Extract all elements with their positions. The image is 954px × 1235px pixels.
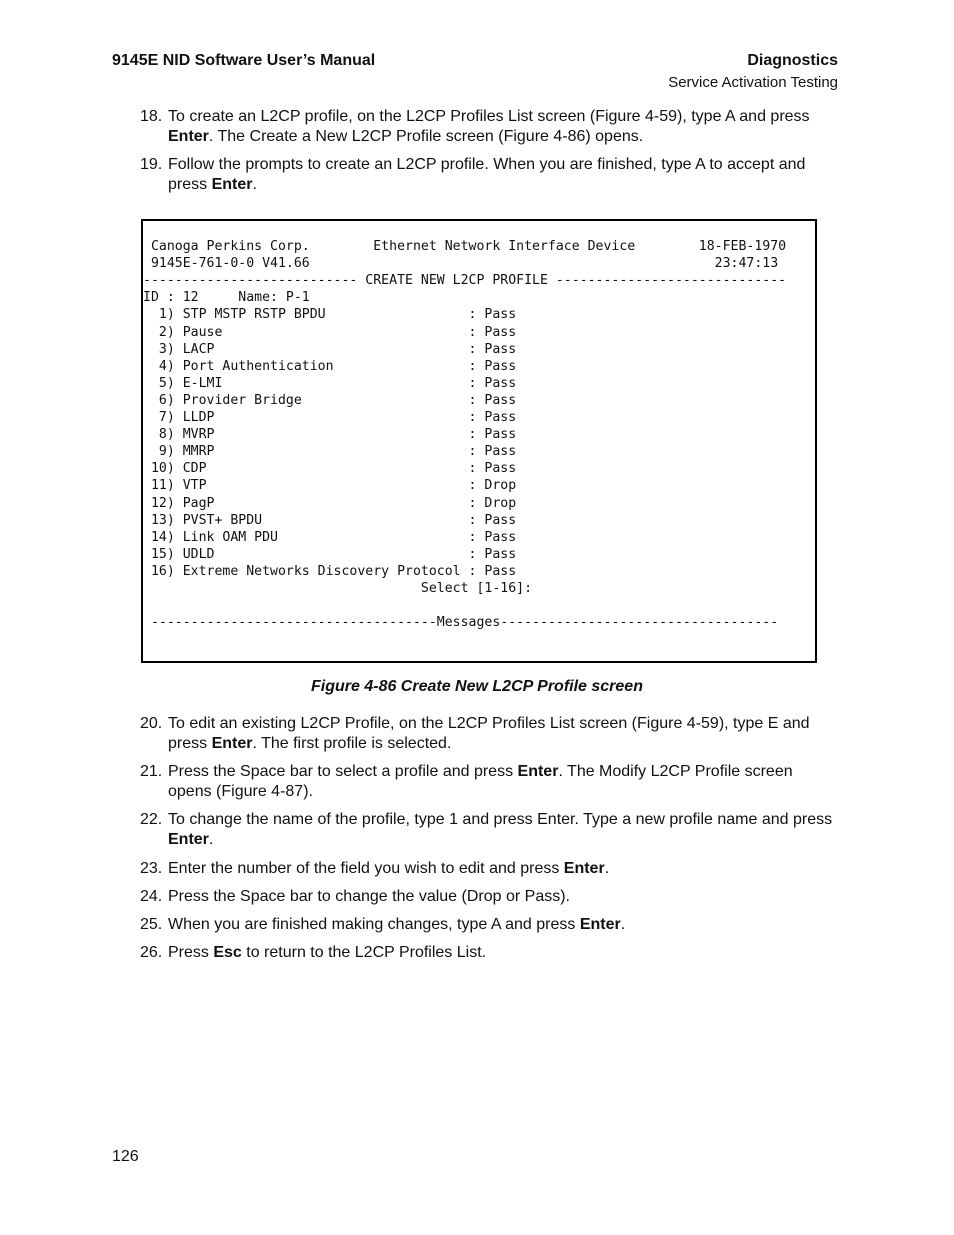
step-item bbox=[140, 714, 840, 754]
terminal-line: 7) LLDP : Pass bbox=[143, 410, 517, 426]
page-number: 126 bbox=[112, 1148, 139, 1165]
terminal-line: 14) Link OAM PDU : Pass bbox=[143, 529, 517, 545]
terminal-line bbox=[143, 221, 815, 238]
step-item bbox=[140, 155, 840, 195]
step-number: 20. bbox=[140, 715, 163, 732]
section-title: Diagnostics bbox=[747, 52, 838, 69]
terminal-line: 2) Pause : Pass bbox=[143, 324, 517, 340]
terminal-line: 10) CDP : Pass bbox=[143, 461, 517, 477]
terminal-line: 5) E-LMI : Pass bbox=[143, 375, 517, 391]
step-item bbox=[140, 943, 840, 963]
step-text: To change the name of the profile, type 1 and press Enter. Type a new profile name and press Enter. bbox=[168, 811, 833, 848]
step-item bbox=[140, 859, 840, 879]
step-text: Press the Space bar to change the value (Drop or Pass). bbox=[168, 888, 570, 905]
step-item bbox=[140, 915, 840, 935]
terminal-line: --------------------------- CREATE NEW L2CP PROFILE ----------------------------- bbox=[143, 273, 787, 289]
step-text: To create an L2CP profile, on the L2CP Profiles List screen (Figure 4-59), type A and press Enter. The Create a New L2CP Profile screen (Figure 4-86) opens. bbox=[168, 108, 810, 145]
terminal-line: 1) STP MSTP RSTP BPDU : Pass bbox=[143, 307, 517, 323]
step-text: Press Esc to return to the L2CP Profiles List. bbox=[168, 944, 487, 961]
terminal-line: Select [1-16]: bbox=[143, 580, 533, 596]
figure-caption: Figure 4-86 Create New L2CP Profile screen bbox=[311, 678, 643, 695]
terminal-line: Canoga Perkins Corp. Ethernet Network Interface Device 18-FEB-1970 bbox=[143, 239, 787, 255]
step-number: 26. bbox=[140, 944, 163, 961]
terminal-line: 6) Provider Bridge : Pass bbox=[143, 392, 517, 408]
step-number: 18. bbox=[140, 108, 163, 125]
step-item bbox=[140, 887, 840, 907]
terminal-screen bbox=[141, 219, 817, 663]
step-number: 24. bbox=[140, 888, 163, 905]
terminal-line: 4) Port Authentication : Pass bbox=[143, 358, 517, 374]
step-text: When you are finished making changes, type A and press Enter. bbox=[168, 916, 626, 933]
manual-title: 9145E NID Software User’s Manual bbox=[112, 52, 376, 69]
step-item bbox=[140, 762, 840, 802]
step-text: Press the Space bar to select a profile and press Enter. The Modify L2CP Profile screen opens (Figure 4-87). bbox=[168, 763, 793, 800]
terminal-line: ID : 12 Name: P-1 bbox=[143, 290, 310, 306]
subsection-title: Service Activation Testing bbox=[668, 74, 838, 91]
terminal-line: 15) UDLD : Pass bbox=[143, 546, 517, 562]
terminal-line: 12) PagP : Drop bbox=[143, 495, 517, 511]
step-text: Enter the number of the field you wish to edit and press Enter. bbox=[168, 860, 610, 877]
step-number: 19. bbox=[140, 156, 163, 173]
step-text: Follow the prompts to create an L2CP profile. When you are finished, type A to accept and press Enter. bbox=[168, 156, 806, 193]
terminal-line: 13) PVST+ BPDU : Pass bbox=[143, 512, 517, 528]
step-number: 23. bbox=[140, 860, 163, 877]
terminal-line: 3) LACP : Pass bbox=[143, 341, 517, 357]
terminal-line: 11) VTP : Drop bbox=[143, 478, 517, 494]
terminal-line: 16) Extreme Networks Discovery Protocol : Pass bbox=[143, 563, 517, 579]
terminal-line: 9145E-761-0-0 V41.66 23:47:13 bbox=[143, 256, 779, 272]
terminal-line: ------------------------------------Messages----------------------------------- bbox=[143, 615, 779, 631]
terminal-line: 8) MVRP : Pass bbox=[143, 427, 517, 443]
step-number: 21. bbox=[140, 763, 163, 780]
step-number: 22. bbox=[140, 811, 163, 828]
step-item bbox=[140, 107, 840, 147]
step-number: 25. bbox=[140, 916, 163, 933]
terminal-line: 9) MMRP : Pass bbox=[143, 444, 517, 460]
terminal-text bbox=[143, 221, 815, 631]
terminal-line bbox=[143, 597, 815, 614]
step-item bbox=[140, 810, 840, 850]
step-text: To edit an existing L2CP Profile, on the L2CP Profiles List screen (Figure 4-59), type E and press Enter. The first profile is selected. bbox=[168, 715, 810, 752]
